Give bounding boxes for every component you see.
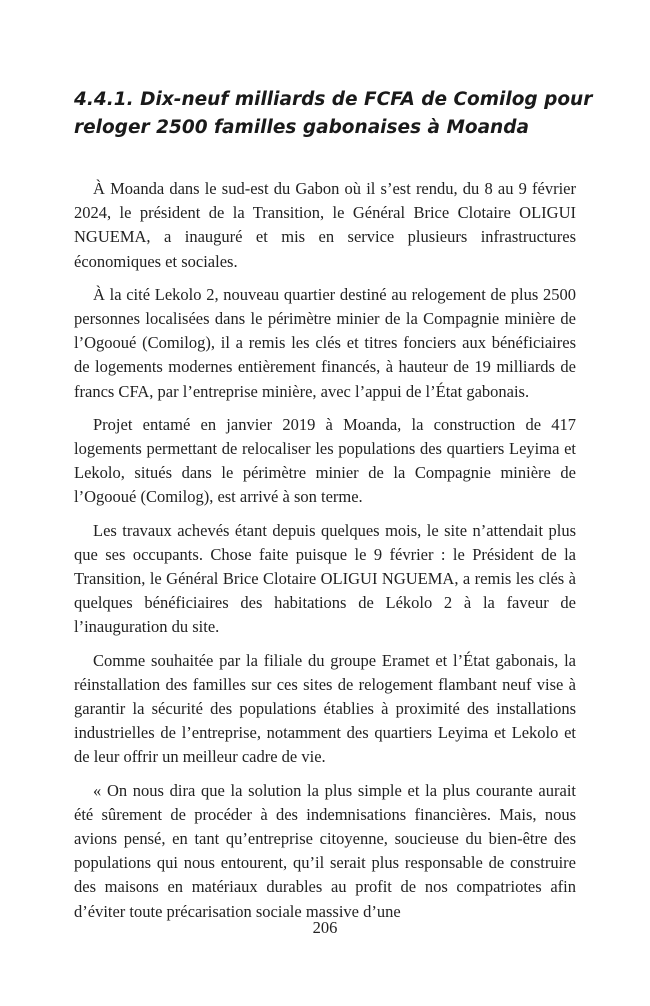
section-heading-line-2: reloger 2500 familles gabonaises à Moanda	[74, 117, 529, 138]
paragraph: « On nous dira que la solution la plus simple et la plus courante aurait été sûrement de procéder à des indemnisations financières. Mais, nous avions pensé, en tant qu’entreprise citoyenne, soucieuse du bien-être des populations qui nous entourent, qu’il serait plus responsable de construire des maisons en matériaux durables au profit de nos compatriotes afin d’éviter toute précarisation sociale massive d’une	[74, 780, 576, 921]
paragraph: Projet entamé en janvier 2019 à Moanda, la construction de 417 logements permettant de relocaliser les populations des quartiers Leyima et Lekolo, situés dans le périmètre minier de la Compagnie minière de l’Ogooué (Comilog), est arrivé à son terme.	[74, 414, 576, 507]
body-text	[74, 177, 576, 933]
section-heading	[74, 86, 594, 142]
page-number: 206	[312, 918, 338, 937]
paragraph: À la cité Lekolo 2, nouveau quartier destiné au relogement de plus 2500 personnes localisées dans le périmètre minier de la Compagnie minière de l’Ogooué (Comilog), il a remis les clés et titres fonciers aux bénéficiaires de logements modernes entièrement financés, à hauteur de 19 milliards de francs CFA, par l’entreprise minière, avec l’appui de l’État gabonais.	[74, 284, 576, 401]
paragraph: À Moanda dans le sud-est du Gabon où il s’est rendu, du 8 au 9 février 2024, le président de la Transition, le Général Brice Clotaire OLIGUI NGUEMA, a inauguré et mis en service plusieurs infrastructures économiques et sociales.	[74, 179, 576, 271]
paragraph: Les travaux achevés étant depuis quelques mois, le site n’attendait plus que ses occupants. Chose faite puisque le 9 février : le Président de la Transition, le Général Brice Clotaire OLIGUI NGUEMA, a remis les clés à quelques bénéficiaires des habitations de Lékolo 2 à la faveur de l’inauguration du site.	[74, 520, 576, 637]
section-heading-line-1: 4.4.1. Dix-neuf milliards de FCFA de Comilog pour	[74, 89, 593, 110]
paragraph: Comme souhaitée par la filiale du groupe Eramet et l’État gabonais, la réinstallation des familles sur ces sites de relogement flambant neuf vise à garantir la sécurité des populations établies à proximité des installations industrielles de l’entreprise, notamment des quartiers Leyima et Lekolo et de leur offrir un meilleur cadre de vie.	[74, 650, 576, 767]
